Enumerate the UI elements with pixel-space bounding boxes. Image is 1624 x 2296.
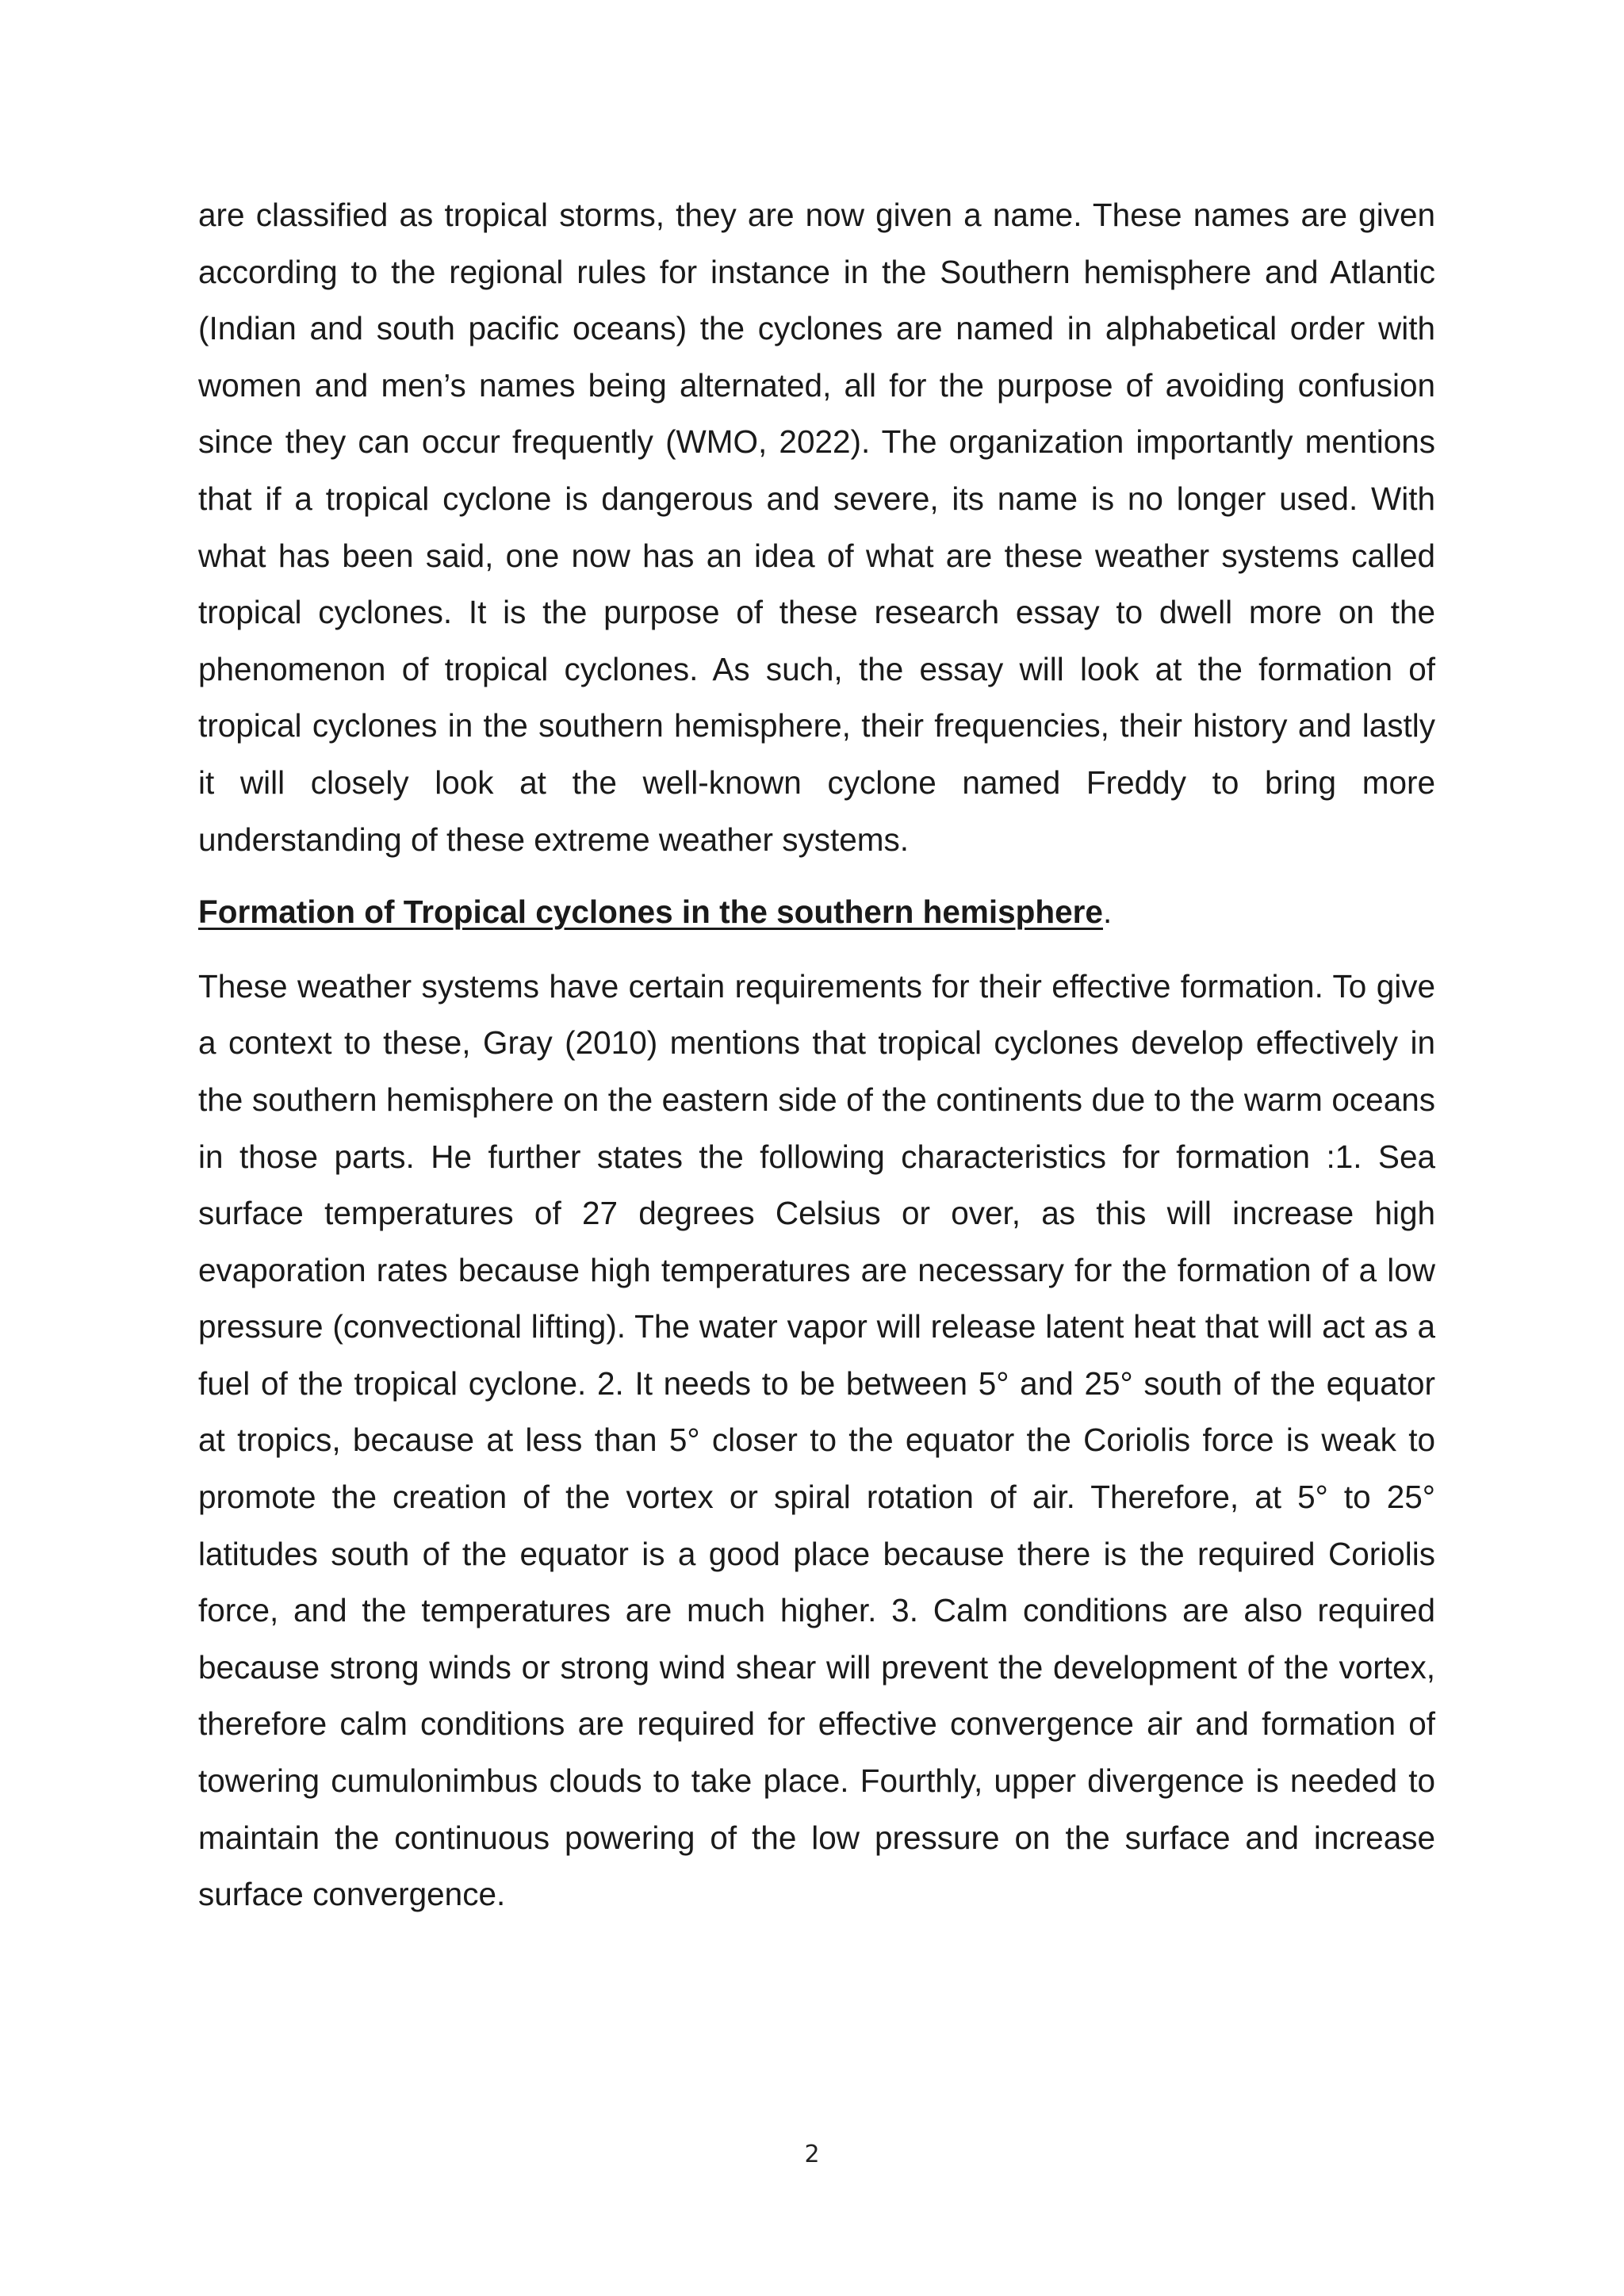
intro-paragraph: are classified as tropical storms, they are now given a name. These names are given according to the regional rules for instance in the Southern hemisphere and Atlantic (Indian and south pacific oceans) the cyclones are named in alphabetical order with women and men’s names being alternated, all for the purpose of avoiding confusion since they can occur frequently (WMO, 2022). The organization importantly mentions that if a tropical cyclone is dangerous and severe, its name is no longer used. With what has been said, one now has an idea of what are these weather systems called tropical cyclones. It is the purpose of these research essay to dwell more on the phenomenon of tropical cyclones. As such, the essay will look at the formation of tropical cyclones in the southern hemisphere, their frequencies, their history and lastly it will closely look at the well-known cyclone named Freddy to bring more understanding of these extreme weather systems. (198, 197, 1435, 858)
formation-paragraph: These weather systems have certain requirements for their effective formation. To give a context to these, Gray (2010) mentions that tropical cyclones develop effectively in the southern hemisphere on the eastern side of the continents due to the warm oceans in those parts. He further states the following characteristics for formation :1. Sea surface temperatures of 27 degrees Celsius or over, as this will increase high evaporation rates because high temperatures are necessary for the formation of a low pressure (convectional lifting). The water vapor will release latent heat that will act as a fuel of the tropical cyclone. 2. It needs to be between 5° and 25° south of the equator at tropics, because at less than 5° closer to the equator the Coriolis force is weak to promote the creation of the vortex or spiral rotation of air. Therefore, at 5° to 25° latitudes south of the equator is a good place because there is the required Coriolis force, and the temperatures are much higher. 3. Calm conditions are also required because strong winds or strong wind shear will prevent the development of the vortex, therefore calm conditions are required for effective convergence air and formation of towering cumulonimbus clouds to take place. Fourthly, upper divergence is needed to maintain the continuous powering of the low pressure on the surface and increase surface convergence. (198, 967, 1435, 1913)
section-heading-text: Formation of Tropical cyclones in the southern hemisphere (198, 894, 1103, 931)
section-heading (198, 884, 1435, 941)
page-body (198, 187, 1435, 1923)
page-number: 2 (804, 2141, 820, 2168)
section-heading-period: . (1102, 894, 1113, 931)
